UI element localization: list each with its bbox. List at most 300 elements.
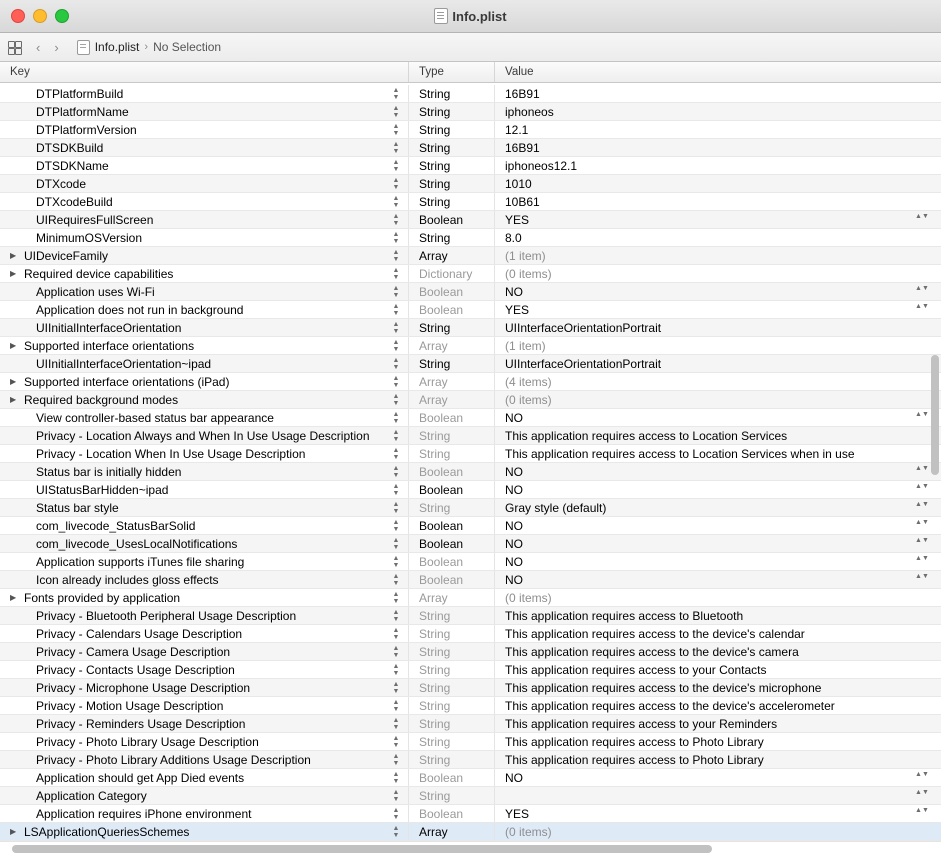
value-label: 1010 (505, 176, 532, 191)
cell-type[interactable]: String (409, 319, 495, 336)
cell-type[interactable]: String (409, 157, 495, 174)
cell-key[interactable] (0, 265, 409, 282)
horizontal-scrollbar[interactable] (0, 841, 941, 856)
key-type-stepper[interactable]: ▲ ▼ (392, 284, 400, 299)
value-label: UIInterfaceOrientationPortrait (505, 320, 662, 335)
cell-type[interactable]: String (409, 175, 495, 192)
table-row[interactable] (0, 769, 941, 787)
disclosure-triangle-icon[interactable]: ▶ (10, 376, 17, 386)
cell-value[interactable] (495, 463, 941, 480)
table-row[interactable] (0, 355, 941, 373)
cell-type[interactable]: Boolean (409, 805, 495, 822)
value-label: UIInterfaceOrientationPortrait (505, 356, 662, 371)
cell-value[interactable] (495, 481, 941, 498)
table-row[interactable] (0, 607, 941, 625)
cell-type[interactable]: Boolean (409, 769, 495, 786)
value-stepper[interactable]: ▲▼ (915, 410, 929, 418)
cell-type[interactable]: String (409, 643, 495, 660)
column-header-value[interactable]: Value (505, 66, 534, 78)
cell-key[interactable] (0, 697, 409, 714)
key-type-stepper[interactable]: ▲ ▼ (392, 500, 400, 515)
cell-value[interactable] (495, 211, 941, 228)
value-stepper[interactable]: ▲▼ (915, 500, 929, 508)
table-row[interactable] (0, 121, 941, 139)
cell-value[interactable] (495, 265, 941, 282)
breadcrumb-file-name[interactable]: Info.plist (94, 40, 140, 54)
cell-key[interactable] (0, 643, 409, 660)
cell-key[interactable] (0, 733, 409, 750)
cell-value[interactable] (495, 589, 941, 606)
disclosure-spacer (10, 180, 20, 188)
cell-key[interactable] (0, 229, 409, 246)
table-row[interactable] (0, 175, 941, 193)
table-row[interactable] (0, 535, 941, 553)
table-row[interactable] (0, 445, 941, 463)
disclosure-spacer (10, 648, 20, 656)
table-row[interactable] (0, 85, 941, 103)
key-type-stepper[interactable]: ▲ ▼ (392, 788, 400, 803)
table-row[interactable] (0, 643, 941, 661)
cell-key[interactable] (0, 319, 409, 336)
table-row[interactable] (0, 283, 941, 301)
cell-key[interactable] (0, 769, 409, 786)
key-type-stepper[interactable]: ▲ ▼ (392, 698, 400, 713)
table-row[interactable] (0, 193, 941, 211)
key-label: Application does not run in background (36, 302, 244, 317)
back-arrow-icon[interactable]: ‹ (36, 39, 41, 55)
value-label: (0 items) (505, 266, 552, 281)
cell-type[interactable]: Boolean (409, 211, 495, 228)
cell-type[interactable]: String (409, 355, 495, 372)
value-stepper[interactable]: ▲▼ (915, 464, 929, 472)
cell-value[interactable] (495, 661, 941, 678)
cell-value[interactable] (495, 391, 941, 408)
table-row[interactable] (0, 517, 941, 535)
disclosure-spacer (10, 486, 20, 494)
key-type-stepper[interactable]: ▲ ▼ (392, 626, 400, 641)
cell-type[interactable]: Boolean (409, 517, 495, 534)
table-row[interactable] (0, 157, 941, 175)
window-title-bar (0, 0, 941, 33)
key-type-stepper[interactable]: ▲ ▼ (392, 158, 400, 173)
disclosure-spacer (10, 144, 20, 152)
table-row[interactable] (0, 553, 941, 571)
cell-type[interactable]: Boolean (409, 463, 495, 480)
table-row[interactable] (0, 499, 941, 517)
cell-type[interactable]: String (409, 751, 495, 768)
cell-key[interactable] (0, 157, 409, 174)
key-label: UIInitialInterfaceOrientation~ipad (36, 356, 212, 371)
forward-arrow-icon[interactable]: › (54, 39, 59, 55)
cell-type[interactable]: Array (409, 589, 495, 606)
cell-key[interactable] (0, 571, 409, 588)
cell-key[interactable] (0, 409, 409, 426)
value-stepper[interactable]: ▲▼ (915, 806, 929, 814)
disclosure-spacer (10, 234, 20, 242)
table-row[interactable] (0, 679, 941, 697)
disclosure-triangle-icon[interactable]: ▶ (10, 250, 17, 260)
key-type-stepper[interactable]: ▲ ▼ (392, 482, 400, 497)
key-label: Icon already includes gloss effects (36, 572, 219, 587)
cell-value[interactable] (495, 157, 941, 174)
disclosure-triangle-icon[interactable]: ▶ (10, 826, 17, 836)
cell-key[interactable] (0, 355, 409, 372)
table-row[interactable] (0, 751, 941, 769)
key-type-stepper[interactable]: ▲ ▼ (392, 176, 400, 191)
disclosure-spacer (10, 792, 20, 800)
cell-type[interactable]: String (409, 85, 495, 102)
cell-key[interactable] (0, 463, 409, 480)
value-label: NO (505, 770, 523, 785)
cell-type[interactable]: String (409, 715, 495, 732)
cell-key[interactable] (0, 211, 409, 228)
cell-type[interactable]: String (409, 697, 495, 714)
cell-value[interactable] (495, 553, 941, 570)
cell-type[interactable]: String (409, 733, 495, 750)
cell-key[interactable] (0, 679, 409, 696)
cell-key[interactable] (0, 517, 409, 534)
table-row[interactable] (0, 661, 941, 679)
cell-value[interactable] (495, 733, 941, 750)
table-row[interactable] (0, 211, 941, 229)
disclosure-triangle-icon[interactable]: ▶ (10, 340, 17, 350)
cell-type[interactable]: Array (409, 373, 495, 390)
value-label: (0 items) (505, 590, 552, 605)
cell-type[interactable]: String (409, 121, 495, 138)
table-row[interactable] (0, 409, 941, 427)
key-type-stepper[interactable]: ▲ ▼ (392, 554, 400, 569)
value-label: YES (505, 806, 530, 821)
cell-value[interactable] (495, 751, 941, 768)
key-label: Application requires iPhone environment (36, 806, 252, 821)
key-label: DTXcode (36, 176, 87, 191)
value-label: iphoneos (505, 104, 554, 119)
disclosure-spacer (10, 288, 20, 296)
value-label: NO (505, 482, 523, 497)
value-stepper[interactable]: ▲▼ (915, 788, 929, 796)
key-label: Privacy - Photo Library Additions Usage Description (36, 752, 311, 767)
grid-view-icon[interactable] (8, 40, 22, 54)
table-row[interactable] (0, 139, 941, 157)
cell-value[interactable] (495, 85, 941, 102)
cell-value[interactable] (495, 697, 941, 714)
cell-type[interactable]: Boolean (409, 283, 495, 300)
breadcrumb-selection[interactable]: No Selection (153, 40, 222, 54)
key-type-stepper[interactable]: ▲ ▼ (392, 662, 400, 677)
cell-value[interactable] (495, 787, 941, 804)
table-row[interactable] (0, 715, 941, 733)
table-row[interactable] (0, 463, 941, 481)
cell-key[interactable] (0, 175, 409, 192)
disclosure-triangle-icon[interactable]: ▶ (10, 394, 17, 404)
column-header-type[interactable]: Type (409, 62, 495, 82)
key-type-stepper[interactable]: ▲ ▼ (392, 752, 400, 767)
cell-key[interactable] (0, 445, 409, 462)
value-label: (1 item) (505, 248, 546, 263)
value-stepper[interactable]: ▲▼ (915, 518, 929, 526)
key-type-stepper[interactable]: ▲ ▼ (392, 122, 400, 137)
cell-type[interactable]: Boolean (409, 571, 495, 588)
value-label: (0 items) (505, 392, 552, 407)
key-type-stepper[interactable]: ▲ ▼ (392, 716, 400, 731)
key-type-stepper[interactable]: ▲ ▼ (392, 446, 400, 461)
disclosure-spacer (10, 738, 20, 746)
cell-type[interactable]: String (409, 139, 495, 156)
cell-type[interactable]: Array (409, 391, 495, 408)
cell-key[interactable] (0, 589, 409, 606)
cell-key[interactable] (0, 625, 409, 642)
table-row[interactable] (0, 427, 941, 445)
table-row[interactable] (0, 373, 941, 391)
table-row[interactable] (0, 823, 941, 841)
table-row[interactable] (0, 229, 941, 247)
cell-value[interactable] (495, 715, 941, 732)
cell-value[interactable] (495, 247, 941, 264)
key-type-stepper[interactable]: ▲ ▼ (392, 536, 400, 551)
key-type-stepper[interactable]: ▲ ▼ (392, 590, 400, 605)
cell-value[interactable] (495, 175, 941, 192)
zoom-button[interactable] (55, 9, 69, 23)
key-type-stepper[interactable]: ▲ ▼ (392, 194, 400, 209)
cell-value[interactable] (495, 625, 941, 642)
window-controls[interactable] (0, 9, 69, 23)
key-type-stepper[interactable]: ▲ ▼ (392, 680, 400, 695)
cell-value[interactable] (495, 355, 941, 372)
key-label: Required device capabilities (24, 266, 174, 281)
key-type-stepper[interactable]: ▲ ▼ (392, 644, 400, 659)
value-stepper[interactable]: ▲▼ (915, 212, 929, 220)
key-type-stepper[interactable]: ▲ ▼ (392, 140, 400, 155)
cell-key[interactable] (0, 85, 409, 102)
key-type-stepper[interactable]: ▲ ▼ (392, 464, 400, 479)
cell-value[interactable] (495, 517, 941, 534)
cell-type[interactable]: String (409, 607, 495, 624)
cell-type[interactable]: Boolean (409, 301, 495, 318)
disclosure-spacer (10, 414, 20, 422)
value-label: (0 items) (505, 824, 552, 839)
cell-key[interactable] (0, 661, 409, 678)
cell-value[interactable] (495, 337, 941, 354)
cell-type[interactable]: Boolean (409, 553, 495, 570)
value-label: YES (505, 212, 530, 227)
cell-value[interactable] (495, 427, 941, 444)
cell-value[interactable] (495, 283, 941, 300)
value-label: This application requires access to the device's accelerometer (505, 698, 835, 713)
value-label: 12.1 (505, 122, 529, 137)
table-row[interactable] (0, 787, 941, 805)
cell-type[interactable]: String (409, 445, 495, 462)
table-row[interactable] (0, 697, 941, 715)
key-type-stepper[interactable]: ▲ ▼ (392, 734, 400, 749)
cell-value[interactable] (495, 643, 941, 660)
cell-type[interactable]: String (409, 625, 495, 642)
plist-rows (0, 85, 941, 841)
table-row[interactable] (0, 301, 941, 319)
cell-value[interactable] (495, 499, 941, 516)
table-row[interactable] (0, 733, 941, 751)
cell-value[interactable] (495, 679, 941, 696)
cell-type[interactable]: Array (409, 823, 495, 840)
cell-key[interactable] (0, 103, 409, 120)
cell-value[interactable] (495, 193, 941, 210)
key-type-stepper[interactable]: ▲ ▼ (392, 518, 400, 533)
value-stepper[interactable]: ▲▼ (915, 536, 929, 544)
value-stepper[interactable]: ▲▼ (915, 572, 929, 580)
cell-value[interactable] (495, 229, 941, 246)
cell-key[interactable] (0, 553, 409, 570)
key-label: Privacy - Motion Usage Description (36, 698, 224, 713)
cell-value[interactable] (495, 805, 941, 822)
disclosure-spacer (10, 540, 20, 548)
cell-type[interactable]: String (409, 229, 495, 246)
table-row[interactable] (0, 481, 941, 499)
key-type-stepper[interactable]: ▲ ▼ (392, 86, 400, 101)
key-type-stepper[interactable]: ▲ ▼ (392, 230, 400, 245)
cell-type[interactable]: String (409, 787, 495, 804)
cell-type[interactable]: Array (409, 247, 495, 264)
disclosure-spacer (10, 432, 20, 440)
table-row[interactable] (0, 247, 941, 265)
breadcrumb[interactable] (77, 40, 221, 55)
cell-type[interactable]: String (409, 661, 495, 678)
cell-key[interactable] (0, 427, 409, 444)
disclosure-spacer (10, 576, 20, 584)
cell-value[interactable] (495, 769, 941, 786)
disclosure-spacer (10, 522, 20, 530)
table-row[interactable] (0, 589, 941, 607)
table-row[interactable] (0, 805, 941, 823)
key-label: Supported interface orientations (24, 338, 195, 353)
table-row[interactable] (0, 571, 941, 589)
cell-value[interactable] (495, 139, 941, 156)
value-label: 10B61 (505, 194, 540, 209)
key-type-stepper[interactable]: ▲ ▼ (392, 608, 400, 623)
key-type-stepper[interactable]: ▲ ▼ (392, 806, 400, 821)
disclosure-triangle-icon[interactable]: ▶ (10, 592, 17, 602)
key-type-stepper[interactable]: ▲ ▼ (392, 356, 400, 371)
cell-type[interactable]: String (409, 499, 495, 516)
cell-value[interactable] (495, 121, 941, 138)
value-label: This application requires access to Bluetooth (505, 608, 744, 623)
value-stepper[interactable]: ▲▼ (915, 770, 929, 778)
value-stepper[interactable]: ▲▼ (915, 554, 929, 562)
cell-key[interactable] (0, 391, 409, 408)
table-row[interactable] (0, 625, 941, 643)
key-type-stepper[interactable]: ▲ ▼ (392, 824, 400, 839)
value-stepper[interactable]: ▲▼ (915, 302, 929, 310)
cell-value[interactable] (495, 319, 941, 336)
cell-type[interactable]: Boolean (409, 409, 495, 426)
disclosure-spacer (10, 306, 20, 314)
key-type-stepper[interactable]: ▲ ▼ (392, 572, 400, 587)
cell-type[interactable]: String (409, 193, 495, 210)
key-label: Application uses Wi-Fi (36, 284, 155, 299)
key-label: DTSDKName (36, 158, 109, 173)
plist-table-body[interactable] (0, 83, 941, 841)
cell-key[interactable] (0, 535, 409, 552)
document-icon (434, 8, 448, 24)
disclosure-spacer (10, 90, 20, 98)
cell-value[interactable] (495, 445, 941, 462)
value-stepper[interactable]: ▲▼ (915, 284, 929, 292)
disclosure-triangle-icon[interactable]: ▶ (10, 268, 17, 278)
cell-key[interactable] (0, 193, 409, 210)
cell-value[interactable] (495, 373, 941, 390)
cell-type[interactable]: Boolean (409, 481, 495, 498)
plist-file-icon (77, 40, 90, 55)
value-label: This application requires access to Photo Library (505, 752, 764, 767)
cell-key[interactable] (0, 247, 409, 264)
cell-key[interactable] (0, 499, 409, 516)
value-label: This application requires access to your Contacts (505, 662, 767, 677)
key-type-stepper[interactable]: ▲ ▼ (392, 374, 400, 389)
table-row[interactable] (0, 391, 941, 409)
cell-key[interactable] (0, 373, 409, 390)
key-label: Privacy - Contacts Usage Description (36, 662, 235, 677)
key-type-stepper[interactable]: ▲ ▼ (392, 338, 400, 353)
cell-value[interactable] (495, 409, 941, 426)
table-row[interactable] (0, 319, 941, 337)
cell-key[interactable] (0, 715, 409, 732)
key-type-stepper[interactable]: ▲ ▼ (392, 302, 400, 317)
key-type-stepper[interactable]: ▲ ▼ (392, 248, 400, 263)
cell-key[interactable] (0, 121, 409, 138)
table-row[interactable] (0, 337, 941, 355)
cell-value[interactable] (495, 301, 941, 318)
cell-type[interactable]: String (409, 427, 495, 444)
value-label: Gray style (default) (505, 500, 607, 515)
cell-value[interactable] (495, 535, 941, 552)
column-header-key[interactable]: Key (0, 62, 409, 82)
value-stepper[interactable]: ▲▼ (915, 482, 929, 490)
key-type-stepper[interactable]: ▲ ▼ (392, 266, 400, 281)
cell-key[interactable] (0, 337, 409, 354)
cell-value[interactable] (495, 607, 941, 624)
key-type-stepper[interactable]: ▲ ▼ (392, 770, 400, 785)
key-type-stepper[interactable]: ▲ ▼ (392, 392, 400, 407)
table-row[interactable] (0, 103, 941, 121)
key-label: UIDeviceFamily (24, 248, 109, 263)
cell-type[interactable]: String (409, 103, 495, 120)
cell-key[interactable] (0, 607, 409, 624)
key-type-stepper[interactable]: ▲ ▼ (392, 212, 400, 227)
cell-type[interactable]: Dictionary (409, 265, 495, 282)
cell-type[interactable]: String (409, 679, 495, 696)
horizontal-scrollbar-thumb[interactable] (12, 845, 712, 853)
table-row[interactable] (0, 265, 941, 283)
cell-value[interactable] (495, 103, 941, 120)
key-type-stepper[interactable]: ▲ ▼ (392, 410, 400, 425)
close-button[interactable] (11, 9, 25, 23)
cell-key[interactable] (0, 751, 409, 768)
cell-key[interactable] (0, 301, 409, 318)
key-label: Application Category (36, 788, 147, 803)
cell-key[interactable] (0, 805, 409, 822)
minimize-button[interactable] (33, 9, 47, 23)
cell-type[interactable]: Array (409, 337, 495, 354)
key-type-stepper[interactable]: ▲ ▼ (392, 320, 400, 335)
history-navigation[interactable] (36, 40, 59, 55)
value-label: This application requires access to your Reminders (505, 716, 778, 731)
cell-key[interactable] (0, 481, 409, 498)
cell-key[interactable] (0, 787, 409, 804)
key-type-stepper[interactable]: ▲ ▼ (392, 428, 400, 443)
cell-key[interactable] (0, 283, 409, 300)
cell-key[interactable] (0, 139, 409, 156)
key-type-stepper[interactable]: ▲ ▼ (392, 104, 400, 119)
cell-type[interactable]: Boolean (409, 535, 495, 552)
cell-value[interactable] (495, 571, 941, 588)
